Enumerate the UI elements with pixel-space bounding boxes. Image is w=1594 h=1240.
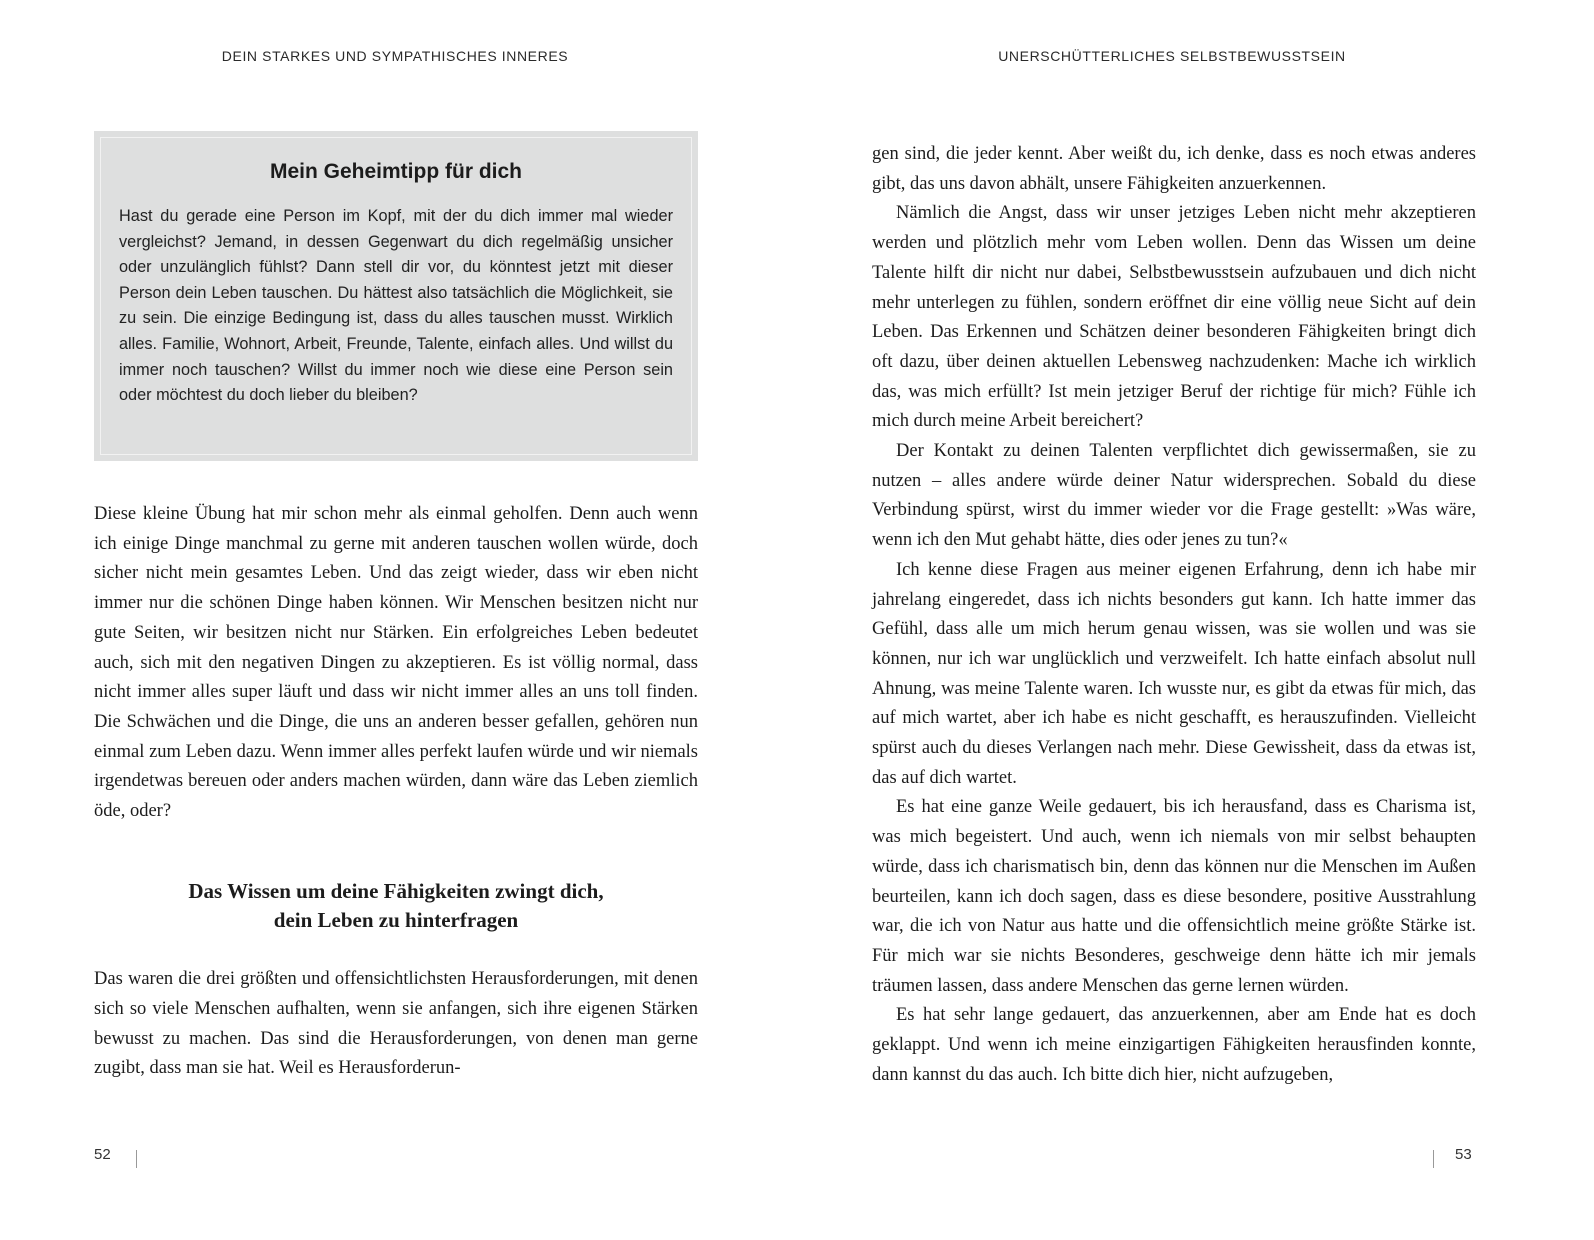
running-head-right: UNERSCHÜTTERLICHES SELBSTBEWUSSTSEIN xyxy=(998,48,1346,64)
folio-divider-right xyxy=(1433,1150,1434,1168)
left-paragraph-1: Diese kleine Übung hat mir schon mehr als einmal geholfen. Denn auch wenn ich einige Dinge manchmal zu gerne mit anderen tauschen wollen würde, doch sicher nicht mein gesamtes Leben. Und das zeigt wieder, dass wir eben nicht immer nur die schönen Dinge haben können. Wir Menschen besitzen nicht nur gute Seiten, wir besitzen nicht nur Stärken. Ein erfolgreiches Leben bedeutet auch, sich mit den negativen Dingen zu akzeptieren. Es ist völlig normal, dass nicht immer alles super läuft und dass wir nicht immer alles an uns toll finden. Die Schwächen und die Dinge, die uns an anderen besser gefallen, gehören nun einmal zum Leben dazu. Wenn immer alles perfekt laufen würde und wir niemals irgendetwas bereuen oder anders machen würden, dann wäre das Leben ziemlich öde, oder? xyxy=(94,504,698,822)
left-text-column xyxy=(94,500,698,1084)
tip-box-body: Hast du gerade eine Person im Kopf, mit der du dich immer mal wieder vergleichst? Jemand, in dessen Gegenwart du dich regelmäßig unsicher oder unzulänglich fühlst? Dann stell dir vor, du könntest jetzt mit dieser Person dein Leben tauschen. Du hättest also tatsächlich die Möglichkeit, sie zu sein. Die einzige Bedingung ist, dass du alles tauschen musst. Wirklich alles. Familie, Wohnort, Arbeit, Freunde, Talente, einfach alles. Und willst du immer noch tauschen? Willst du immer noch wie diese eine Person sein oder möchtest du doch lieber du bleiben? xyxy=(119,207,673,405)
section-heading-line-1: Das Wissen um deine Fähigkeiten zwingt dich, xyxy=(188,878,604,903)
right-paragraph-5: Es hat eine ganze Weile gedauert, bis ich herausfand, dass es Charisma ist, was mich begeistert. Und auch, wenn ich niemals von mir selbst behaupten würde, dass ich charismatisch bin, denn das können nur die Menschen im Außen beurteilen, kann ich doch sagen, dass es diese besondere, positive Ausstrahlung war, die ich von Natur aus hatte und die offensichtlich meine größte Stärke ist. Für mich war sie nichts Besonderes, geschweige denn hätte ich mir jemals träumen lassen, dass andere Menschen das gerne lernen würden. xyxy=(872,797,1476,996)
folio-divider-left xyxy=(136,1150,137,1168)
right-paragraph-4: Ich kenne diese Fragen aus meiner eigenen Erfahrung, denn ich habe mir jahrelang eingeredet, dass ich nichts besonders gut kann. Ich hatte immer das Gefühl, dass alle um mich herum genau wissen, was sie wollen und was sie können, nur ich war unglücklich und verzweifelt. Ich hatte einfach absolut null Ahnung, was meine Talente waren. Ich wusste nur, es gibt da etwas für mich, das auf mich wartet, aber ich habe es nicht geschafft, es herauszufinden. Vielleicht spürst auch du dieses Verlangen nach mehr. Diese Gewissheit, dass da etwas ist, das auf dich wartet. xyxy=(872,559,1476,788)
right-paragraph-3: Der Kontakt zu deinen Talenten verpflichtet dich gewissermaßen, sie zu nutzen – alles andere würde deiner Natur widersprechen. Sobald du diese Verbindung spürst, wirst du immer wieder vor die Frage gestellt: »Was wäre, wenn ich den Mut gehabt hätte, dies oder jenes zu tun?« xyxy=(872,441,1476,551)
section-heading-line-2: dein Leben zu hinterfragen xyxy=(273,908,519,933)
right-paragraph-1: gen sind, die jeder kennt. Aber weißt du, ich denke, dass es noch etwas anderes gibt, das uns davon abhält, unsere Fähigkeiten anzuerkennen. xyxy=(872,144,1476,194)
page-number-right: 53 xyxy=(1455,1146,1472,1163)
tip-box xyxy=(94,131,698,461)
running-head-left: DEIN STARKES UND SYMPATHISCHES INNERES xyxy=(221,48,569,64)
right-page xyxy=(797,0,1594,1240)
right-paragraph-6: Es hat sehr lange gedauert, das anzuerkennen, aber am Ende hat es doch geklappt. Und wenn ich meine einzigartigen Fähigkeiten herausfinden konnte, dann kannst du das auch. Ich bitte dich hier, nicht aufzugeben, xyxy=(872,1005,1476,1085)
section-heading xyxy=(94,877,698,936)
page-number-left: 52 xyxy=(94,1146,111,1163)
tip-box-inner xyxy=(100,137,692,455)
right-paragraph-2: Nämlich die Angst, dass wir unser jetziges Leben nicht mehr akzeptieren werden und plötzlich mehr vom Leben wollen. Denn das Wissen um deine Talente hilft dir nicht nur dabei, Selbstbewusstsein aufzubauen und dich nicht mehr unterlegen zu fühlen, sondern eröffnet dir eine völlig neue Sicht auf dein Leben. Das Erkennen und Schätzen deiner besonderen Fähigkeiten bringt dich oft dazu, über deinen aktuellen Lebensweg nachzudenken: Mache ich wirklich das, was mich erfüllt? Ist mein jetziger Beruf der richtige für mich? Fühle ich mich durch meine Arbeit bereichert? xyxy=(872,203,1476,432)
tip-box-title: Mein Geheimtipp für dich xyxy=(269,160,522,183)
left-paragraph-2: Das waren die drei größten und offensichtlichsten Herausforderungen, mit denen sich so viele Menschen aufhalten, wenn sie anfangen, sich ihre eigenen Stärken bewusst zu machen. Das sind die Herausforderungen, von denen man gerne zugibt, dass man sie hat. Weil es Herausforderun- xyxy=(94,969,698,1079)
right-text-column xyxy=(872,140,1476,1091)
